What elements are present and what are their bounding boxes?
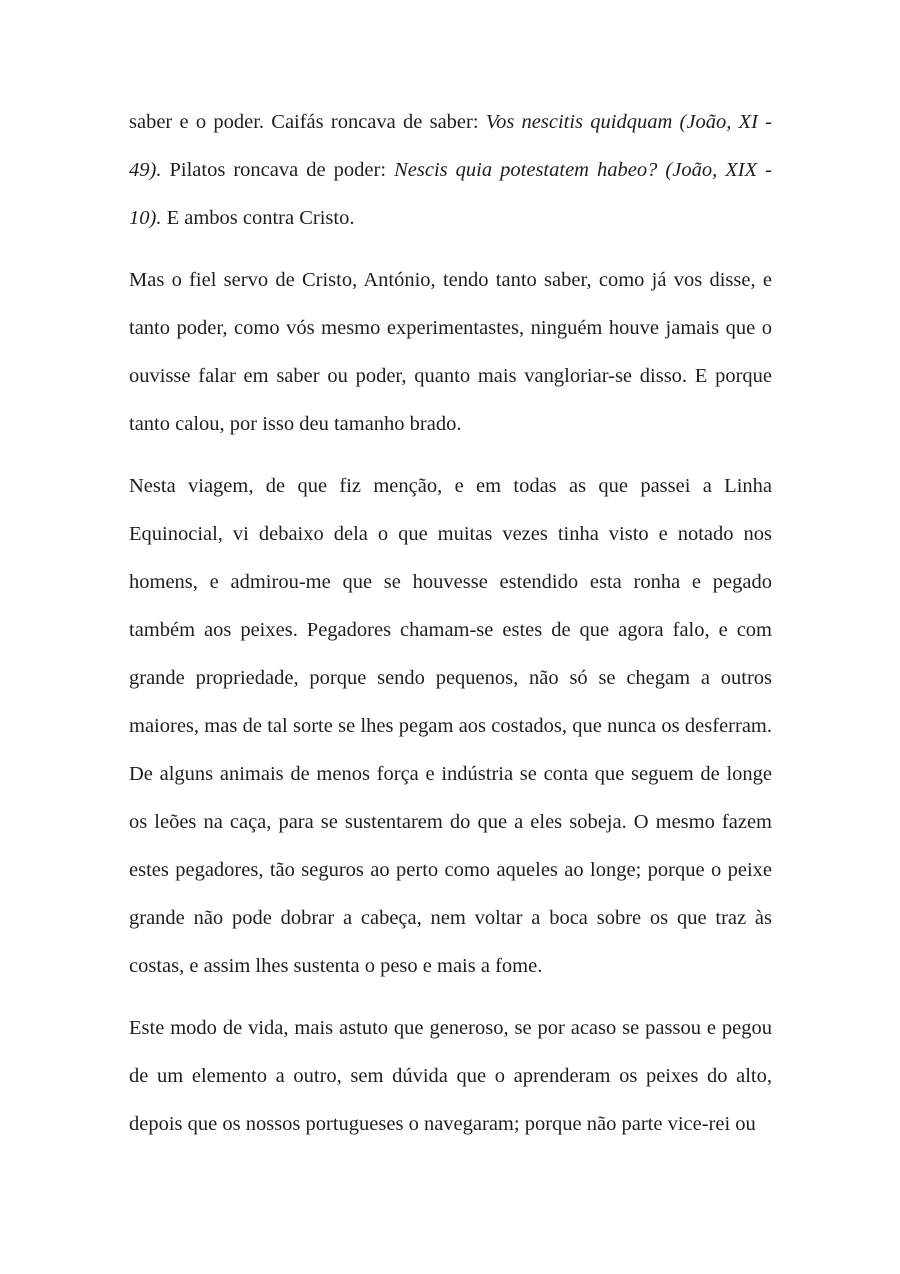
- latin-quote: Nescis quia potestatem habeo? (João, XIX - 10).: [129, 159, 772, 229]
- text-segment: saber e o poder. Caifás roncava de saber:: [129, 111, 486, 133]
- text-segment: Mas o fiel servo de Cristo, António, tendo tanto saber, como já vos disse, e tanto poder, como vós mesmo experimentastes, ninguém houve jamais que o ouvisse falar em saber ou poder, quanto mais vangloriar-se disso. E porque tanto calou, por isso deu tamanho brado.: [129, 269, 772, 435]
- text-segment: Este modo de vida, mais astuto que generoso, se por acaso se passou e pegou de um elemento a outro, sem dúvida que o aprenderam os peixes do alto, depois que os nossos portugueses o navegaram; porque não parte vice-rei ou: [129, 1017, 772, 1135]
- body-text: [129, 98, 772, 1162]
- text-segment: Pilatos roncava de poder:: [161, 159, 395, 181]
- paragraph: [129, 462, 772, 990]
- paragraph: [129, 98, 772, 242]
- text-segment: E ambos contra Cristo.: [161, 207, 355, 229]
- paragraph: [129, 1004, 772, 1148]
- paragraph: [129, 256, 772, 448]
- latin-quote: Vos nescitis quidquam (João, XI - 49).: [129, 111, 773, 181]
- text-segment: Nesta viagem, de que fiz menção, e em todas as que passei a Linha Equinocial, vi debaixo dela o que muitas vezes tinha visto e notado nos homens, e admirou-me que se houvesse estendido esta ronha e pegado também aos peixes. Pegadores chamam-se estes de que agora falo, e com grande propriedade, porque sendo pequenos, não só se chegam a outros maiores, mas de tal sorte se lhes pegam aos costados, que nunca os desferram. De alguns animais de menos força e indústria se conta que seguem de longe os leões na caça, para se sustentarem do que a eles sobeja. O mesmo fazem estes pegadores, tão seguros ao perto como aqueles ao longe; porque o peixe grande não pode dobrar a cabeça, nem voltar a boca sobre os que traz às costas, e assim lhes sustenta o peso e mais a fome.: [129, 475, 772, 977]
